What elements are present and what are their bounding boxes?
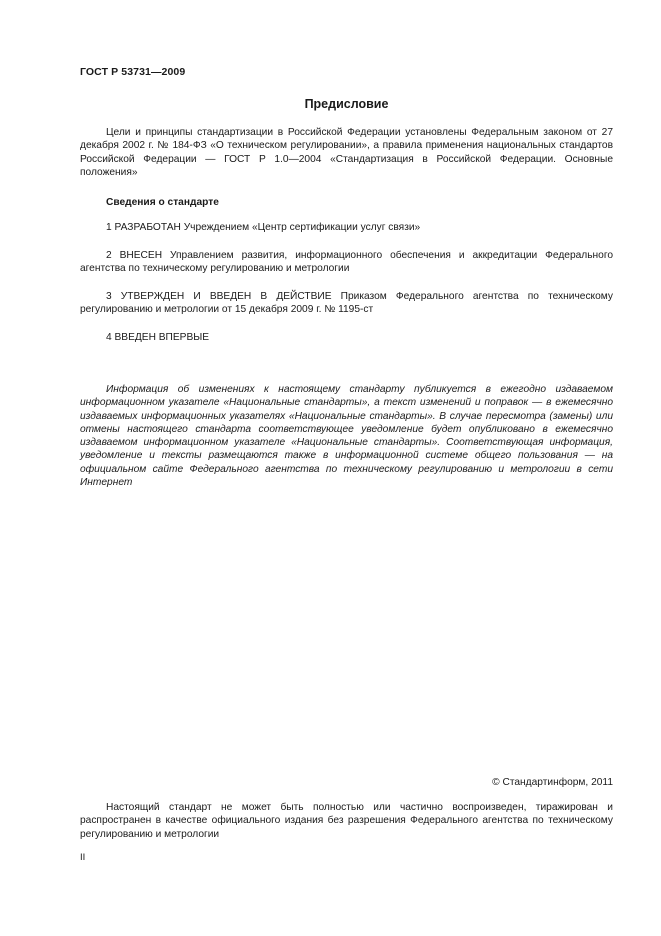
page-title: Предисловие [304,97,389,111]
section-heading: Сведения о стандарте [106,197,219,208]
changes-notice: Информация об изменениях к настоящему стандарту публикуется в ежегодно издаваемом информационном указателе «Национальные стандарты», а текст изменений и поправок — в ежемесячно издаваемых информационных указателях «Национальные стандарты». В случае пересмотра (замены) или отмены настоящего стандарта соответствующее уведомление будет опубликовано в ежемесячно издаваемом информационном указателе «Национальные стандарты». Соответствующая информация, уведомление и тексты размещаются также в информационной системе общего пользования — на официальном сайте Федерального агентства по техническому регулированию и метрологии в сети Интернет [80,384,613,489]
copyright-line: © Стандартинформ, 2011 [492,777,613,788]
item-developed: 1 РАЗРАБОТАН Учреждением «Центр сертификации услуг связи» [106,222,421,233]
item-approved: 3 УТВЕРЖДЕН И ВВЕДЕН В ДЕЙСТВИЕ Приказом Федерального агентства по техническому регулированию и метрологии от 15 декабря 2009 г. № 1195-ст [80,291,613,316]
rights-notice: Настоящий стандарт не может быть полностью или частично воспроизведен, тиражирован и распространен в качестве официального издания без разрешения Федерального агентства по техническому регулированию и метрологии [80,802,613,840]
intro-paragraph: Цели и принципы стандартизации в Российской Федерации установлены Федеральным законом от 27 декабря 2002 г. № 184-ФЗ «О техническом регулировании», а правила применения национальных стандартов Российской Федерации — ГОСТ Р 1.0—2004 «Стандартизация в Российской Федерации. Основные положения» [80,127,613,178]
document-id-header: ГОСТ Р 53731—2009 [80,66,186,78]
item-introduced: 4 ВВЕДЕН ВПЕРВЫЕ [106,332,210,343]
item-submitted: 2 ВНЕСЕН Управлением развития, информационного обеспечения и аккредитации Федерального агентства по техническому регулированию и метрологии [80,250,613,275]
page-number: II [80,852,86,863]
